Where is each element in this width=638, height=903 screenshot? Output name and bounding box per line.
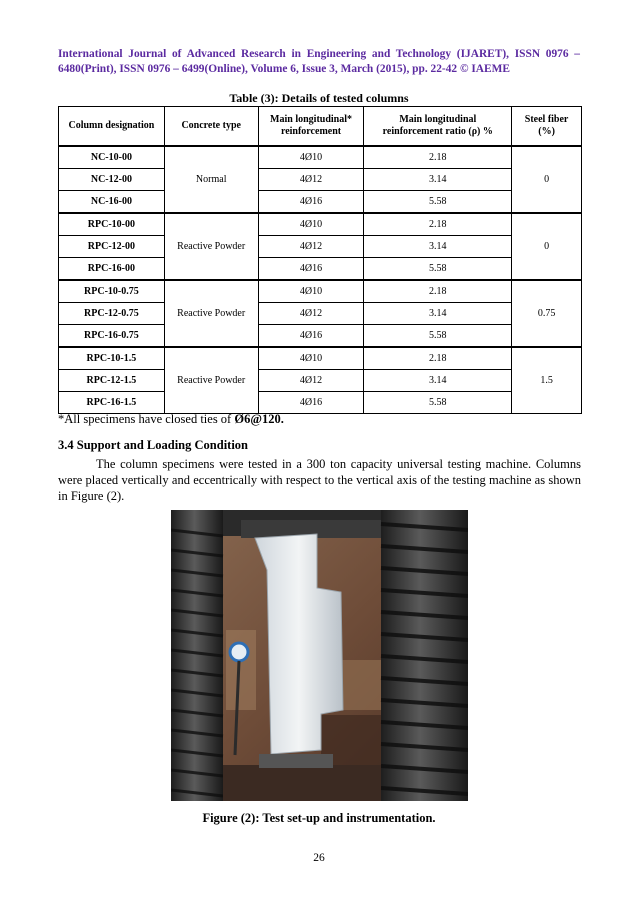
cell-steel-fiber: 0 bbox=[512, 146, 582, 213]
cell-ratio: 2.18 bbox=[364, 347, 512, 370]
header-reinforcement-ratio-line-2: reinforcement ratio (ρ) % bbox=[382, 126, 493, 137]
table-row bbox=[59, 392, 582, 414]
table-row bbox=[59, 169, 582, 191]
cell-ratio: 3.14 bbox=[364, 169, 512, 191]
table-row bbox=[59, 303, 582, 325]
header-steel-fiber bbox=[512, 107, 582, 147]
table-row bbox=[59, 146, 582, 169]
table-header-row bbox=[59, 107, 582, 147]
footnote-ties: Ø6@120. bbox=[234, 412, 284, 426]
header-concrete-type: Concrete type bbox=[164, 107, 258, 147]
cell-designation: RPC-12-0.75 bbox=[59, 303, 165, 325]
header-column-designation: Column designation bbox=[59, 107, 165, 147]
cell-designation: RPC-10-1.5 bbox=[59, 347, 165, 370]
cell-concrete-type: Reactive Powder bbox=[164, 213, 258, 280]
cell-reinforcement: 4Ø12 bbox=[258, 169, 364, 191]
footnote-text: *All specimens have closed ties of bbox=[58, 412, 235, 426]
table-row bbox=[59, 236, 582, 258]
table-row bbox=[59, 213, 582, 236]
cell-ratio: 2.18 bbox=[364, 280, 512, 303]
cell-ratio: 5.58 bbox=[364, 191, 512, 214]
header-main-reinforcement bbox=[258, 107, 364, 147]
cell-designation: RPC-16-1.5 bbox=[59, 392, 165, 414]
header-reinforcement-ratio-line-1: Main longitudinal bbox=[399, 114, 477, 125]
cell-reinforcement: 4Ø10 bbox=[258, 280, 364, 303]
cell-steel-fiber: 1.5 bbox=[512, 347, 582, 414]
cell-ratio: 2.18 bbox=[364, 146, 512, 169]
table-row bbox=[59, 280, 582, 303]
cell-reinforcement: 4Ø12 bbox=[258, 370, 364, 392]
cell-concrete-type: Reactive Powder bbox=[164, 347, 258, 414]
journal-header-line-2: 6480(Print), ISSN 0976 – 6499(Online), Volume 6, Issue 3, March (2015), pp. 22-42 © IAEME bbox=[58, 63, 510, 75]
cell-designation: RPC-16-00 bbox=[59, 258, 165, 281]
page-number: 26 bbox=[313, 852, 325, 864]
header-reinforcement-ratio bbox=[364, 107, 512, 147]
cell-steel-fiber: 0.75 bbox=[512, 280, 582, 347]
cell-designation: RPC-10-00 bbox=[59, 213, 165, 236]
cell-designation: NC-16-00 bbox=[59, 191, 165, 214]
cell-reinforcement: 4Ø10 bbox=[258, 146, 364, 169]
cell-ratio: 5.58 bbox=[364, 325, 512, 348]
header-main-reinforcement-line-2: reinforcement bbox=[280, 126, 342, 137]
table-row bbox=[59, 258, 582, 281]
cell-designation: NC-12-00 bbox=[59, 169, 165, 191]
table-footnote bbox=[58, 412, 284, 427]
table-title: Table (3): Details of tested columns bbox=[229, 91, 409, 105]
cell-designation: RPC-12-00 bbox=[59, 236, 165, 258]
figure-caption: Figure (2): Test set-up and instrumentation. bbox=[202, 811, 436, 825]
cell-reinforcement: 4Ø10 bbox=[258, 347, 364, 370]
test-setup-photo bbox=[171, 510, 468, 801]
cell-designation: RPC-10-0.75 bbox=[59, 280, 165, 303]
cell-ratio: 3.14 bbox=[364, 370, 512, 392]
cell-reinforcement: 4Ø16 bbox=[258, 258, 364, 281]
journal-header bbox=[58, 47, 580, 77]
cell-reinforcement: 4Ø16 bbox=[258, 191, 364, 214]
cell-reinforcement: 4Ø10 bbox=[258, 213, 364, 236]
journal-header-line-1: International Journal of Advanced Research in Engineering and Technology (IJARET), ISSN 0976 – bbox=[58, 48, 580, 60]
cell-reinforcement: 4Ø16 bbox=[258, 325, 364, 348]
table-row bbox=[59, 347, 582, 370]
column-details-table bbox=[58, 106, 582, 414]
cell-ratio: 3.14 bbox=[364, 303, 512, 325]
header-main-reinforcement-line-1: Main longitudinal* bbox=[270, 114, 353, 125]
table-row bbox=[59, 191, 582, 214]
cell-ratio: 5.58 bbox=[364, 392, 512, 414]
cell-ratio: 2.18 bbox=[364, 213, 512, 236]
section-paragraph: The column specimens were tested in a 300 ton capacity universal testing machine. Columns were placed vertically and eccentrically with respect to the vertical axis of the testing machine as shown in Figure (2). bbox=[58, 457, 581, 503]
cell-reinforcement: 4Ø12 bbox=[258, 303, 364, 325]
header-steel-fiber-line-2: (%) bbox=[538, 126, 555, 137]
cell-concrete-type: Normal bbox=[164, 146, 258, 213]
table-row bbox=[59, 325, 582, 348]
section-heading: 3.4 Support and Loading Condition bbox=[58, 438, 249, 452]
cell-ratio: 3.14 bbox=[364, 236, 512, 258]
cell-reinforcement: 4Ø16 bbox=[258, 392, 364, 414]
cell-steel-fiber: 0 bbox=[512, 213, 582, 280]
cell-designation: RPC-16-0.75 bbox=[59, 325, 165, 348]
cell-ratio: 5.58 bbox=[364, 258, 512, 281]
cell-concrete-type: Reactive Powder bbox=[164, 280, 258, 347]
table-row bbox=[59, 370, 582, 392]
cell-reinforcement: 4Ø12 bbox=[258, 236, 364, 258]
header-steel-fiber-line-1: Steel fiber bbox=[524, 114, 569, 125]
cell-designation: NC-10-00 bbox=[59, 146, 165, 169]
cell-designation: RPC-12-1.5 bbox=[59, 370, 165, 392]
